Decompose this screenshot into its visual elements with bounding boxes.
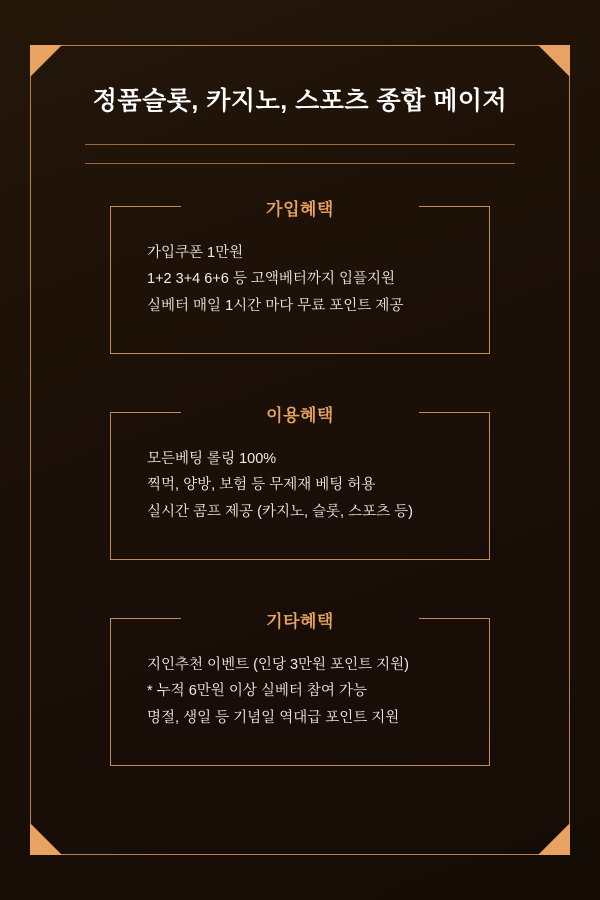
benefit-box [110, 199, 490, 354]
benefit-line: 모든베팅 롤링 100% [147, 450, 277, 467]
benefit-heading: 이용혜택 [266, 405, 334, 425]
benefit-line: * 누적 6만원 이상 실베터 참여 가능 [147, 683, 367, 700]
benefit-section-other [110, 611, 490, 766]
benefit-line: 지인추천 이벤트 (인당 3만원 포인트 지원) [147, 656, 409, 673]
benefit-line: 1+2 3+4 6+6 등 고액베터까지 입플지원 [147, 271, 396, 288]
divider-line-bottom [85, 163, 515, 164]
poster-content [30, 45, 570, 855]
title-divider-group [85, 144, 515, 164]
benefit-section-signup [110, 199, 490, 354]
benefit-section-usage [110, 405, 490, 560]
benefit-lines [111, 206, 489, 320]
benefit-line: 찍먹, 양방, 보험 등 무제재 베팅 허용 [147, 477, 376, 494]
page-title: 정품슬롯, 카지노, 스포츠 종합 메이저 [92, 87, 508, 115]
benefit-box [110, 611, 490, 766]
benefit-line: 가입쿠폰 1만원 [147, 244, 244, 261]
benefit-line: 명절, 생일 등 기념일 역대급 포인트 지원 [147, 710, 400, 727]
divider-line-top [85, 144, 515, 145]
benefit-lines [111, 618, 489, 732]
benefit-line: 실베터 매일 1시간 마다 무료 포인트 제공 [147, 298, 404, 315]
benefit-lines [111, 412, 489, 526]
benefit-line: 실시간 콤프 제공 (카지노, 슬롯, 스포츠 등) [147, 504, 413, 521]
benefit-box [110, 405, 490, 560]
benefit-heading: 기타혜택 [266, 611, 334, 631]
benefit-heading: 가입혜택 [266, 199, 334, 219]
